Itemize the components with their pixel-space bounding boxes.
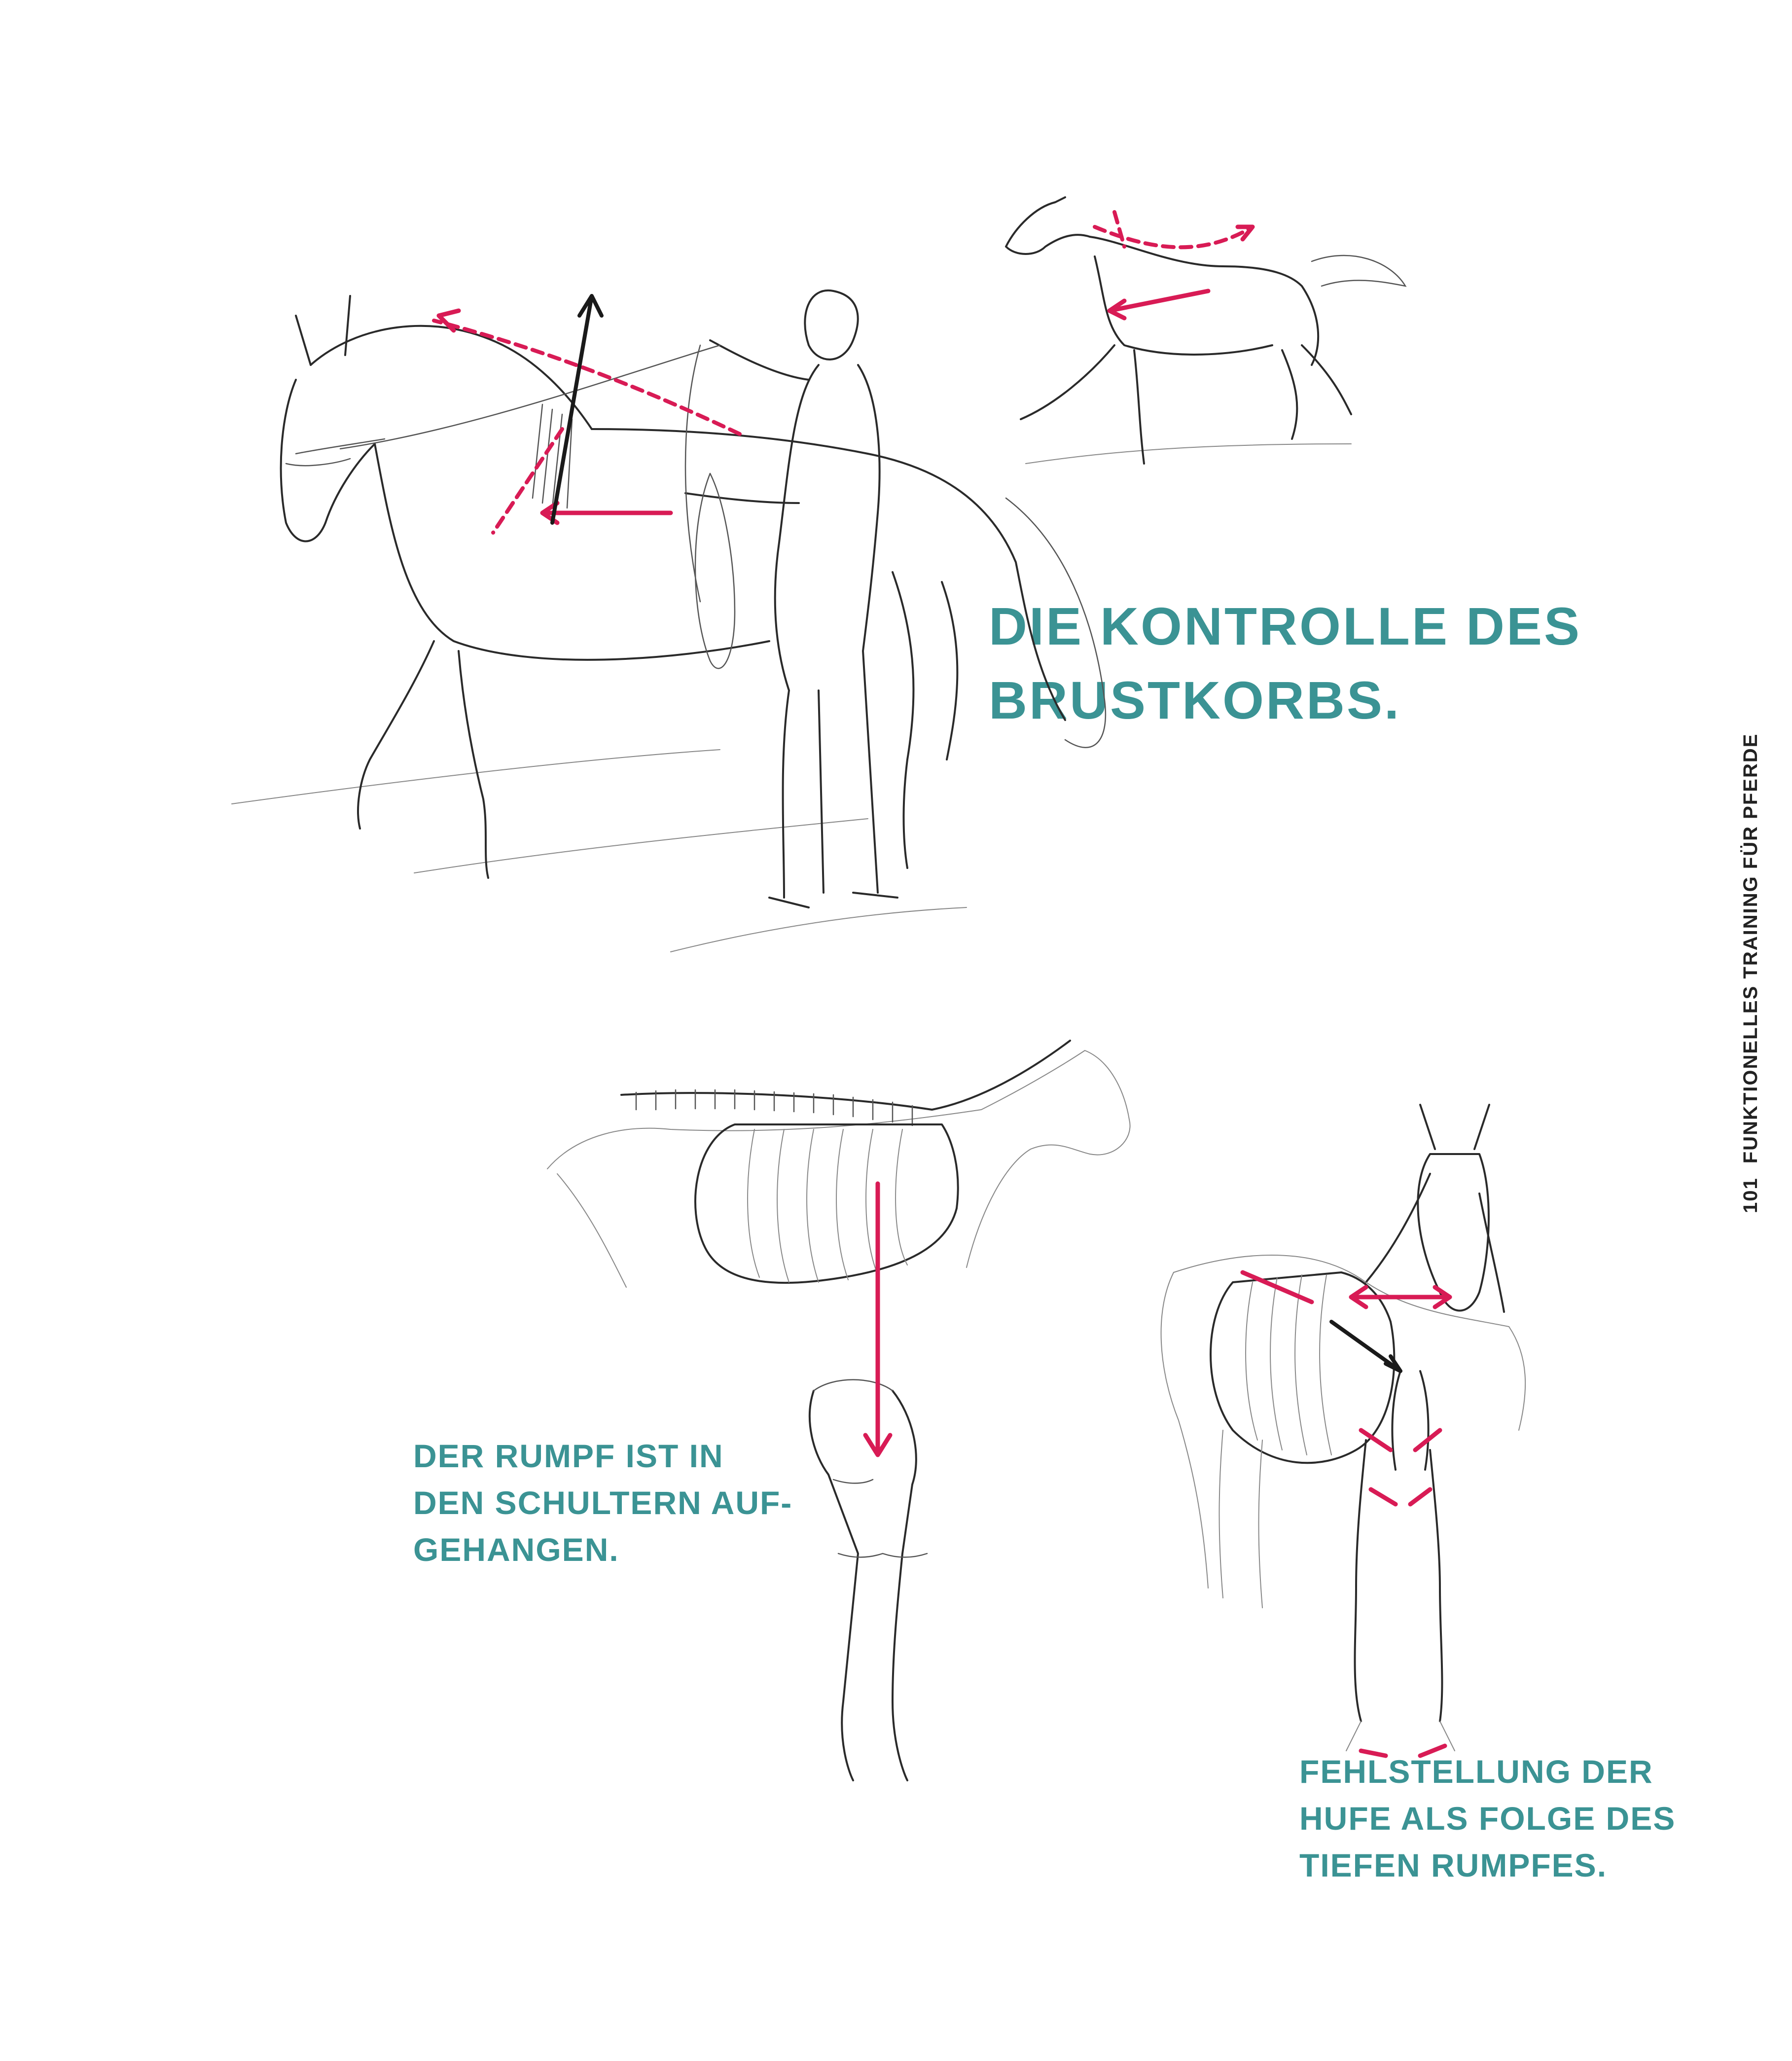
caption-hufe-line-1: FEHLSTELLUNG DER bbox=[1299, 1753, 1653, 1790]
caption-rumpf-line-1: DER RUMPF IST IN bbox=[413, 1438, 724, 1474]
trotting-horse-sketch bbox=[976, 187, 1410, 483]
caption-hufe-line-2: HUFE ALS FOLGE DES bbox=[1299, 1800, 1676, 1837]
chapter-heading-line-1: DIE KONTROLLE DES bbox=[989, 596, 1582, 656]
caption-rumpf-line-3: GEHANGEN. bbox=[413, 1531, 619, 1568]
ribcage-skeleton-sketch bbox=[538, 1011, 1154, 1810]
running-header bbox=[1736, 671, 1765, 1213]
chapter-heading-line-2: BRUSTKORBS. bbox=[989, 670, 1401, 730]
caption-rumpf-line-2: DEN SCHULTERN AUF- bbox=[413, 1484, 793, 1521]
book-title: FUNKTIONELLES TRAINING FÜR PFERDE bbox=[1739, 733, 1761, 1164]
page-number: 101 bbox=[1739, 1177, 1761, 1213]
front-view-horse-skeleton-sketch bbox=[1134, 1095, 1553, 1785]
caption-hufe-line-3: TIEFEN RUMPFES. bbox=[1299, 1847, 1608, 1883]
